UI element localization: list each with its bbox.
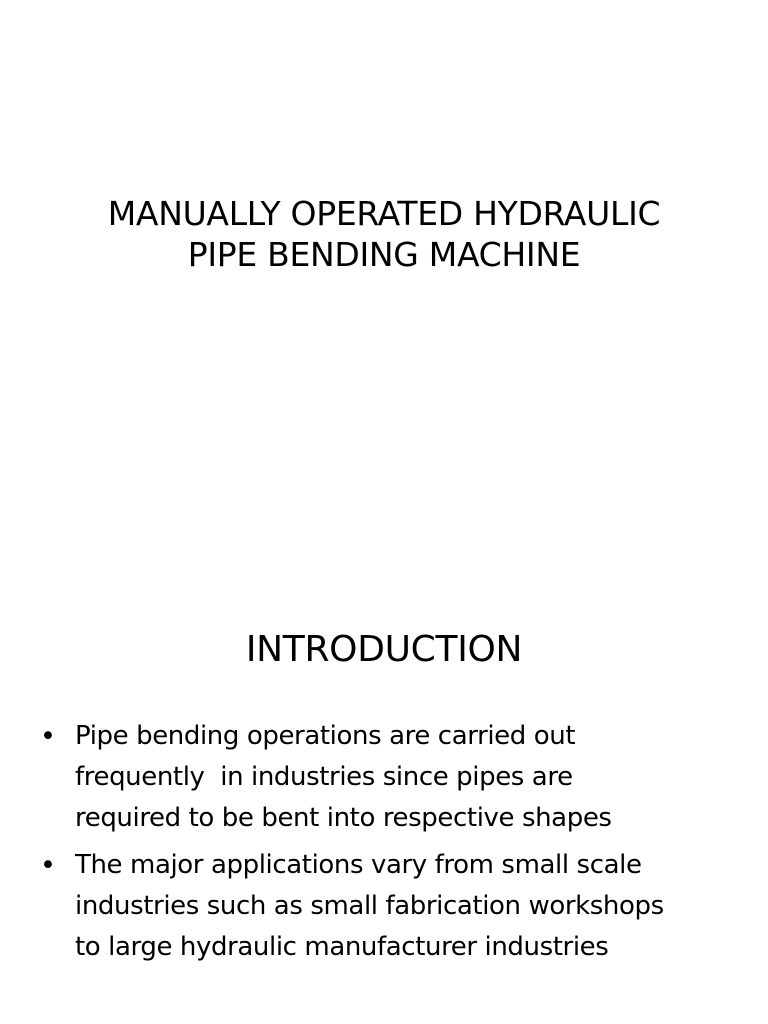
bullet-icon: • [40,850,56,881]
bullet-item [40,716,740,839]
title-line: PIPE BENDING MACHINE [187,235,581,274]
bullet-item [40,845,740,968]
bullet-text-line: to large hydraulic manufacturer industries [75,932,609,962]
bullet-text-line: industries such as small fabrication workshops [75,891,664,921]
bullet-icon: • [40,721,56,752]
introduction-slide [0,576,768,1024]
bullet-list [40,716,740,974]
bullet-text-line: frequently in industries since pipes are [75,762,573,792]
bullet-text-line: The major applications vary from small scale [75,850,642,880]
bullet-text-line: Pipe bending operations are carried out [75,721,576,751]
presentation-title [40,193,728,275]
bullet-text-line: required to be bent into respective shapes [75,803,612,833]
slide-title: INTRODUCTION [245,629,523,670]
title-line: MANUALLY OPERATED HYDRAULIC [107,194,661,233]
